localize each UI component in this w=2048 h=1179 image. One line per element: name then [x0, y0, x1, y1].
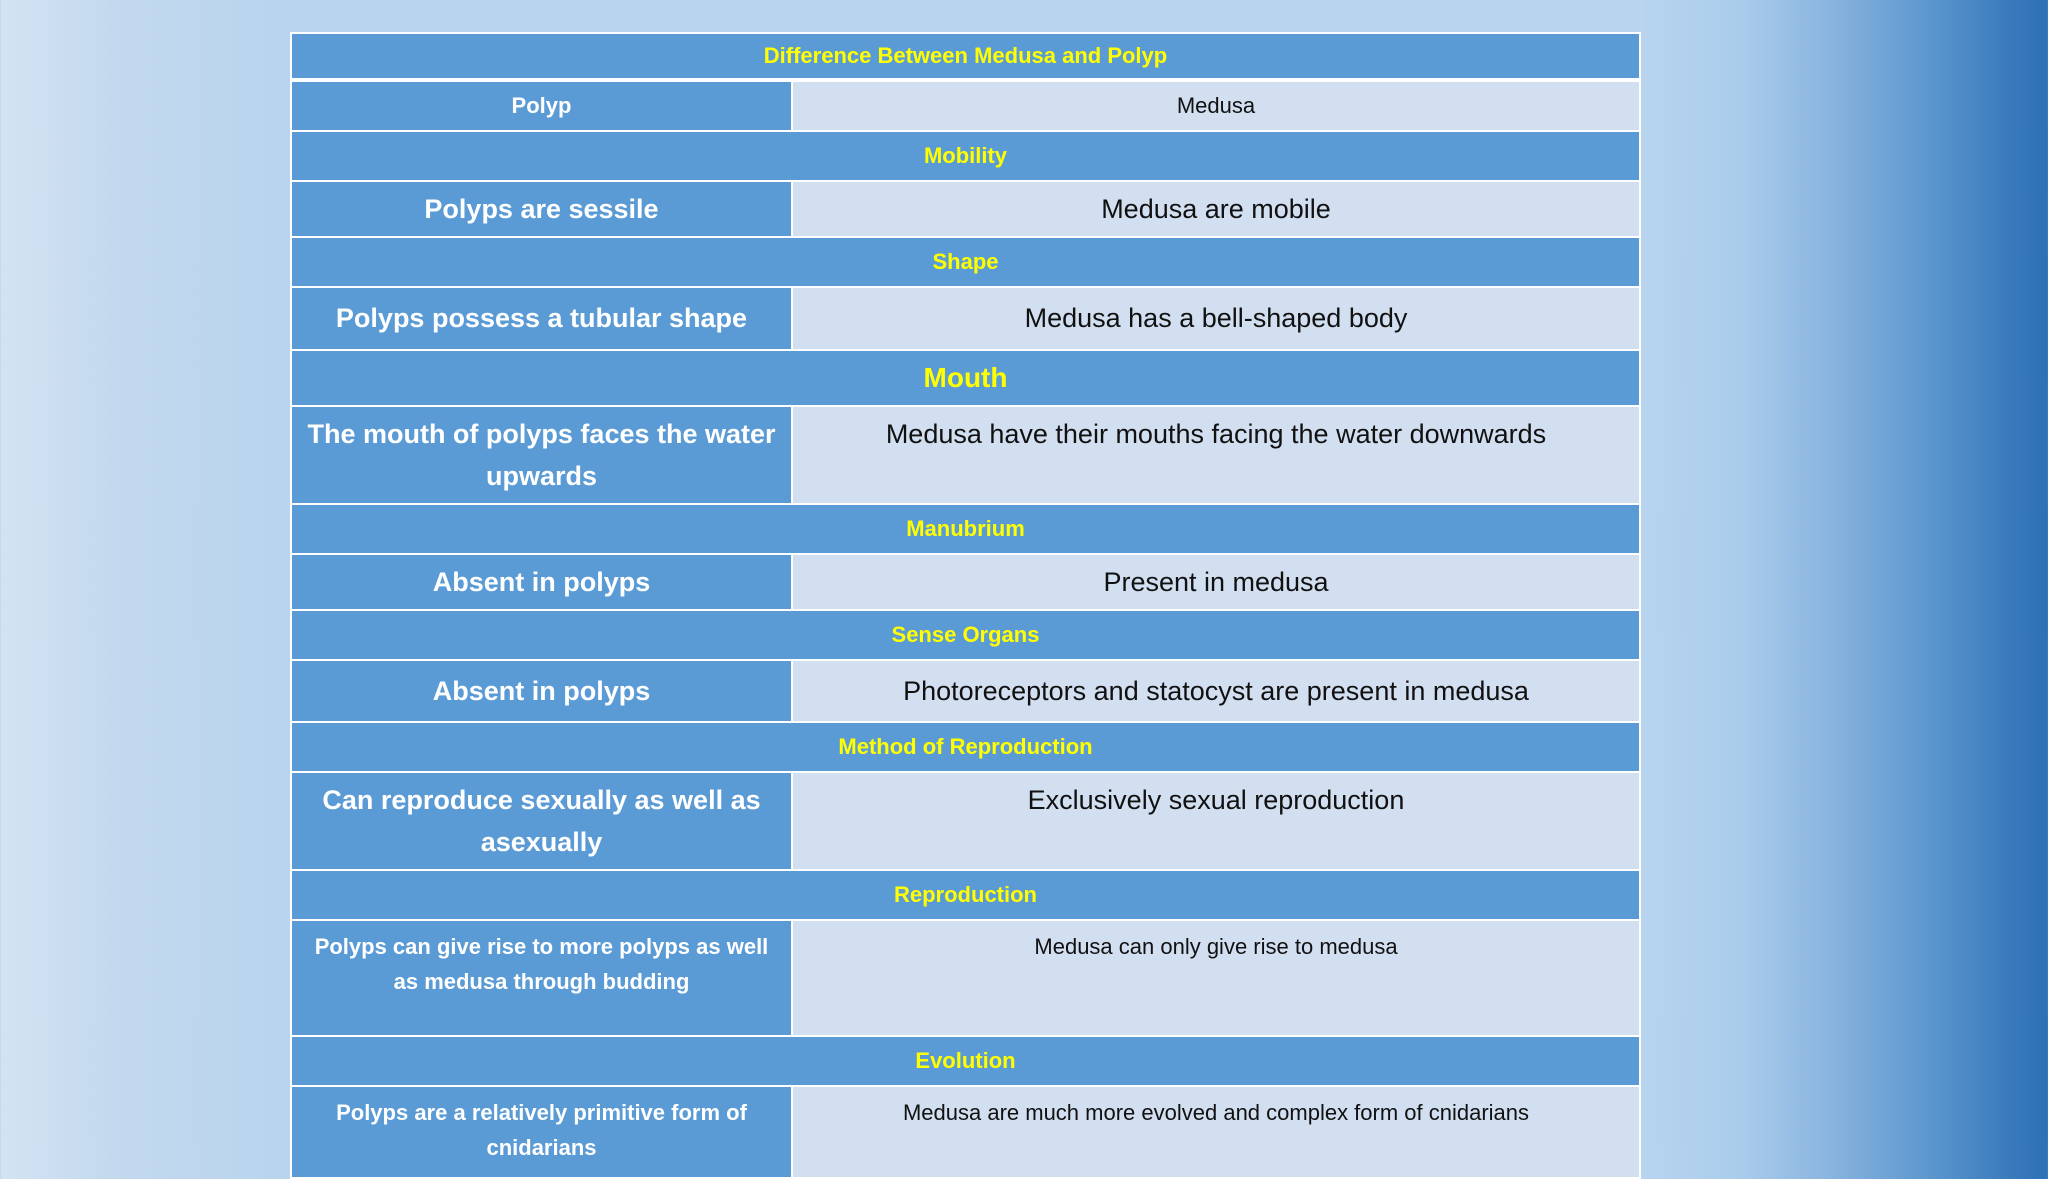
comparison-table — [290, 32, 1641, 1179]
table-title: Difference Between Medusa and Polyp — [763, 43, 1168, 68]
medusa-cell: Medusa have their mouths facing the water downwards — [793, 407, 1639, 503]
medusa-cell: Medusa are mobile — [793, 182, 1639, 236]
table-row — [292, 921, 1639, 1037]
table-row — [292, 288, 1639, 351]
polyp-cell: Polyps are a relatively primitive form of cnidarians — [292, 1087, 793, 1177]
medusa-cell: Medusa has a bell-shaped body — [793, 288, 1639, 349]
polyp-cell: Polyps possess a tubular shape — [292, 288, 793, 349]
table-row — [292, 773, 1639, 871]
polyp-cell: Can reproduce sexually as well as asexually — [292, 773, 793, 869]
section-heading: Evolution — [915, 1048, 1016, 1073]
table-row — [292, 407, 1639, 505]
polyp-cell: The mouth of polyps faces the water upwards — [292, 407, 793, 503]
table-row — [292, 182, 1639, 238]
polyp-cell: Polyps are sessile — [292, 182, 793, 236]
section-heading-row — [292, 611, 1639, 661]
section-heading: Shape — [932, 249, 999, 274]
section-heading: Mobility — [923, 143, 1008, 168]
table-title-row — [292, 34, 1639, 82]
medusa-cell: Exclusively sexual reproduction — [793, 773, 1639, 869]
section-heading-row — [292, 132, 1639, 182]
section-heading: Mouth — [923, 362, 1008, 393]
column-header-medusa: Medusa — [793, 82, 1639, 130]
polyp-cell: Absent in polyps — [292, 555, 793, 609]
polyp-cell: Absent in polyps — [292, 661, 793, 721]
section-heading: Sense Organs — [891, 622, 1040, 647]
section-heading-row — [292, 1037, 1639, 1087]
table-row — [292, 1087, 1639, 1177]
section-heading: Manubrium — [906, 516, 1025, 541]
section-heading-row — [292, 238, 1639, 288]
table-row — [292, 555, 1639, 611]
column-header-polyp: Polyp — [292, 82, 793, 130]
column-header-row — [292, 82, 1639, 132]
section-heading: Reproduction — [894, 882, 1037, 907]
polyp-cell: Polyps can give rise to more polyps as well as medusa through budding — [292, 921, 793, 1035]
medusa-cell: Present in medusa — [793, 555, 1639, 609]
section-heading: Method of Reproduction — [838, 734, 1093, 759]
section-heading-row — [292, 351, 1639, 407]
section-heading-row — [292, 723, 1639, 773]
table-row — [292, 661, 1639, 723]
medusa-cell: Photoreceptors and statocyst are present in medusa — [793, 661, 1639, 721]
section-heading-row — [292, 505, 1639, 555]
medusa-cell: Medusa can only give rise to medusa — [793, 921, 1639, 1035]
medusa-cell: Medusa are much more evolved and complex form of cnidarians — [793, 1087, 1639, 1177]
section-heading-row — [292, 871, 1639, 921]
